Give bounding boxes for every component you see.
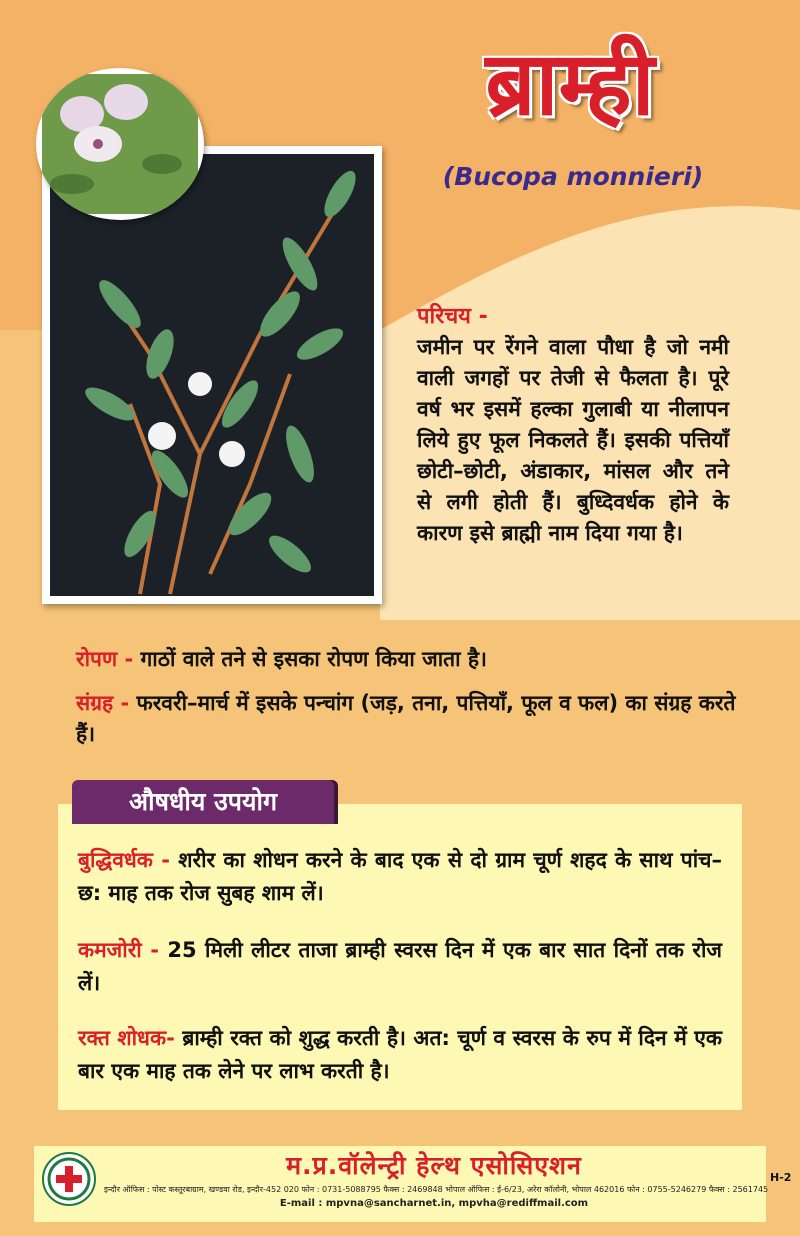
intro-label: परिचय -: [417, 304, 488, 329]
use-item: [78, 844, 722, 910]
use-item: [78, 1022, 722, 1088]
planting-paragraph: [76, 644, 736, 675]
intro-section: [417, 300, 729, 549]
footer: [34, 1146, 769, 1222]
organization-name: म.प्र.वॉलेन्ट्री हेल्थ एसोसिएशन: [286, 1151, 582, 1180]
medicinal-uses-box: [58, 804, 742, 1110]
page-code: H-2: [770, 1171, 792, 1184]
use-label: कमजोरी -: [78, 938, 159, 962]
use-text: ब्राम्ही रक्त को शुद्ध करती है। अत: चूर्ण व स्वरस के रुप में दिन में एक बार एक माह तक लेने पर लाभ करती है।: [78, 1026, 722, 1083]
use-text: शरीर का शोधन करने के बाद एक से दो ग्राम चूर्ण शहद के साथ पांच–छ: माह तक रोज सुबह शाम लें।: [78, 848, 722, 905]
use-label: रक्त शोधक-: [78, 1026, 175, 1050]
medicinal-uses-heading: [72, 780, 334, 824]
page-title: ब्राम्ही: [485, 32, 655, 135]
use-label: बुद्धिवर्धक -: [78, 848, 170, 872]
organization-email: E-mail : mpvna@sancharnet.in, mpvha@rediffmail.com: [279, 1198, 589, 1209]
use-item: [78, 934, 722, 1000]
association-logo-icon: [42, 1152, 96, 1206]
planting-label: रोपण -: [76, 647, 134, 671]
scientific-name: (Bucopa monnieri): [442, 162, 704, 191]
collection-label: संग्रह -: [76, 691, 130, 715]
use-text: 25 मिली लीटर ताजा ब्राम्ही स्वरस दिन में एक बार सात दिनों तक रोज लें।: [78, 938, 722, 995]
medicinal-uses-heading-text: औषधीय उपयोग: [128, 787, 278, 816]
organization-address: इन्दौर ऑफिस : पोस्ट कस्तूरबाग्राम, खण्डवा रोड, इन्दौर-452 020 फोन : 0731-5088795 फैक्स : 2469848 भोपाल ऑफिस : ई-6/23, अरेरा कॉलोनी, भोपाल 462016 फोन : 0755-5246279 फैक्स : 2561745: [104, 1185, 769, 1194]
flower-closeup-image: [36, 68, 204, 220]
collection-text: फरवरी–मार्च में इसके पन्चांग (जड़, तना, पत्तियाँ, फूल व फल) का संग्रह करते हैं।: [76, 691, 736, 746]
intro-text: जमीन पर रेंगने वाला पौधा है जो नमी वाली जगहों पर तेजी से फैलता है। पूरे वर्ष भर इसमें हल्का गुलाबी या नीलापन लिये हुए फूल निकलते हैं। इसकी पत्तियाँ छोटी–छोटी, अंडाकार, मांसल और तने से लगी होती हैं। बुध्दिवर्धक होने के कारण इसे ब्राह्मी नाम दिया गया है।: [417, 335, 729, 545]
collection-paragraph: [76, 688, 736, 750]
plant-photo: [50, 154, 374, 596]
planting-text: गाठों वाले तने से इसका रोपण किया जाता है।: [133, 647, 487, 671]
